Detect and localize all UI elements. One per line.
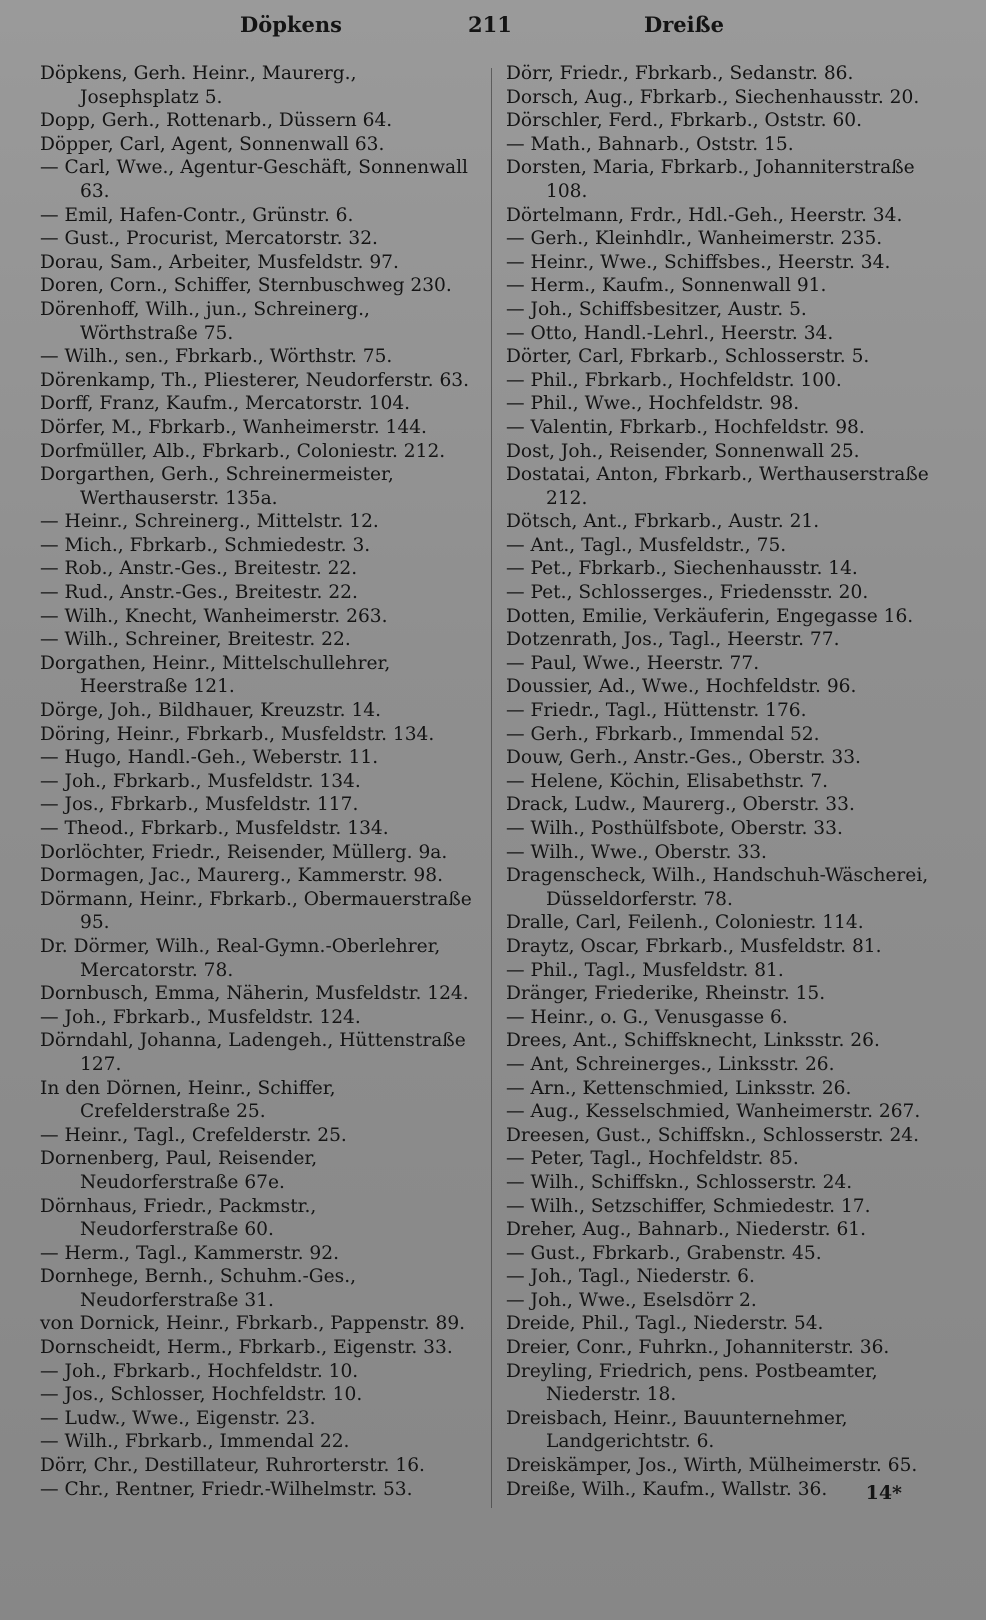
directory-entry: Dörndahl, Johanna, Ladengeh., Hüttenstraße 127. — [40, 1030, 466, 1075]
directory-entry: — Mich., Fbrkarb., Schmiedestr. 3. — [40, 534, 371, 556]
directory-entry: Dreyling, Friedrich, pens. Postbeamter, Niederstr. 18. — [506, 1360, 878, 1406]
directory-entry: — Herm., Kaufm., Sonnenwall 91. — [506, 275, 827, 297]
directory-entry: Dränger, Friederike, Rheinstr. 15. — [506, 983, 826, 1005]
directory-entry: — Heinr., Wwe., Schiffsbes., Heerstr. 34. — [506, 251, 891, 273]
sheet-signature: 14* — [865, 1482, 902, 1504]
directory-entry: Dorsten, Maria, Fbrkarb., Johanniterstraße 108. — [506, 157, 915, 202]
directory-entry: — Theod., Fbrkarb., Musfeldstr. 134. — [40, 818, 389, 839]
directory-entry: — Heinr., Tagl., Crefelderstr. 25. — [40, 1124, 347, 1146]
directory-entry: Dreiße, Wilh., Kaufm., Wallstr. 36. — [506, 1478, 828, 1500]
directory-entry: — Joh., Tagl., Niederstr. 6. — [506, 1266, 755, 1288]
directory-entry: Dörge, Joh., Bildhauer, Kreuzstr. 14. — [40, 700, 382, 722]
page-header — [40, 12, 952, 48]
directory-entry: Doussier, Ad., Wwe., Hochfeldstr. 96. — [506, 676, 857, 698]
directory-entry: — Ant, Schreinerges., Linksstr. 26. — [506, 1053, 835, 1075]
directory-entry: Dorfmüller, Alb., Fbrkarb., Coloniestr. 212. — [40, 440, 446, 462]
directory-entry: Dorau, Sam., Arbeiter, Musfeldstr. 97. — [40, 251, 399, 273]
directory-entry: — Chr., Rentner, Friedr.-Wilhelmstr. 53. — [40, 1478, 413, 1500]
directory-entry: Dreesen, Gust., Schiffskn., Schlosserstr. 24. — [506, 1124, 920, 1146]
directory-entry: — Rob., Anstr.-Ges., Breitestr. 22. — [40, 558, 358, 580]
left-column — [40, 62, 478, 1501]
directory-entry: — Phil., Wwe., Hochfeldstr. 98. — [506, 393, 800, 415]
directory-entry: — Aug., Kesselschmied, Wanheimerstr. 267. — [506, 1101, 921, 1123]
directory-entry: Dörmann, Heinr., Fbrkarb., Obermauerstraße 95. — [40, 888, 472, 934]
directory-entry: Draytz, Oscar, Fbrkarb., Musfeldstr. 81. — [506, 935, 882, 957]
directory-entry: — Heinr., Schreinerg., Mittelstr. 12. — [40, 511, 379, 533]
directory-entry: — Wilh., Posthülfsbote, Oberstr. 33. — [506, 818, 843, 839]
directory-entry: — Paul, Wwe., Heerstr. 77. — [506, 652, 760, 674]
directory-entry: — Jos., Schlosser, Hochfeldstr. 10. — [40, 1384, 363, 1406]
directory-entry: Dost, Joh., Reisender, Sonnenwall 25. — [506, 440, 860, 462]
directory-entry: — Wilh., Schreiner, Breitestr. 22. — [40, 629, 351, 651]
directory-entry: Douw, Gerh., Anstr.-Ges., Oberstr. 33. — [506, 747, 861, 769]
directory-entry: Dorgarthen, Gerh., Schreinermeister, Werthauserstr. 135a. — [40, 464, 394, 509]
directory-entry: — Ludw., Wwe., Eigenstr. 23. — [40, 1407, 316, 1429]
directory-entry: — Valentin, Fbrkarb., Hochfeldstr. 98. — [506, 416, 865, 438]
directory-entry: Dörnhaus, Friedr., Packmstr., Neudorferstraße 60. — [40, 1195, 317, 1241]
directory-entry: Dörschler, Ferd., Fbrkarb., Oststr. 60. — [506, 110, 863, 132]
directory-entry: — Gust., Procurist, Mercatorstr. 32. — [40, 228, 378, 250]
directory-entry: — Wilh., Knecht, Wanheimerstr. 263. — [40, 605, 388, 627]
directory-entry: Dostatai, Anton, Fbrkarb., Werthauserstraße 212. — [506, 464, 929, 509]
directory-entry: — Joh., Fbrkarb., Hochfeldstr. 10. — [40, 1360, 359, 1382]
directory-entry: — Math., Bahnarb., Oststr. 15. — [506, 133, 794, 155]
header-last-name: Dreiße — [644, 12, 724, 37]
directory-entry: — Wilh., Schiffskn., Schlosserstr. 24. — [506, 1171, 853, 1193]
directory-entry: Dorlöchter, Friedr., Reisender, Müllerg. 9a. — [40, 841, 448, 863]
column-divider — [491, 68, 492, 1508]
directory-entry: Döpkens, Gerh. Heinr., Maurerg., Josephsplatz 5. — [40, 63, 357, 108]
directory-entry: — Wilh., Wwe., Oberstr. 33. — [506, 841, 767, 863]
directory-entry: Dorff, Franz, Kaufm., Mercatorstr. 104. — [40, 393, 411, 415]
directory-entry: — Joh., Schiffsbesitzer, Austr. 5. — [506, 298, 807, 320]
directory-entry: — Joh., Fbrkarb., Musfeldstr. 134. — [40, 770, 361, 792]
directory-entry: — Heinr., o. G., Venusgasse 6. — [506, 1006, 788, 1028]
directory-entry: Dornhege, Bernh., Schuhm.-Ges., Neudorferstraße 31. — [40, 1266, 357, 1311]
directory-entry: Dralle, Carl, Feilenh., Coloniestr. 114. — [506, 912, 864, 934]
directory-entry: — Phil., Fbrkarb., Hochfeldstr. 100. — [506, 369, 842, 391]
directory-entry: Dörenhoff, Wilh., jun., Schreinerg., Wörthstraße 75. — [40, 298, 370, 344]
directory-entry: Drees, Ant., Schiffsknecht, Linksstr. 26. — [506, 1030, 880, 1052]
directory-entry: Dörter, Carl, Fbrkarb., Schlosserstr. 5. — [506, 346, 870, 368]
directory-entry: von Dornick, Heinr., Fbrkarb., Pappenstr. 89. — [40, 1313, 466, 1335]
page-number: 211 — [468, 12, 512, 37]
directory-entry: Döpper, Carl, Agent, Sonnenwall 63. — [40, 133, 385, 155]
directory-entry: — Phil., Tagl., Musfeldstr. 81. — [506, 959, 784, 981]
directory-entry: Dörenkamp, Th., Pliesterer, Neudorferstr. 63. — [40, 369, 470, 391]
directory-entry: Dreiskämper, Jos., Wirth, Mülheimerstr. 65. — [506, 1455, 918, 1477]
directory-entry: Döring, Heinr., Fbrkarb., Musfeldstr. 134. — [40, 723, 435, 745]
directory-entry: Dornscheidt, Herm., Fbrkarb., Eigenstr. 33. — [40, 1337, 453, 1359]
directory-entry: — Carl, Wwe., Agentur-Geschäft, Sonnenwall 63. — [40, 157, 468, 202]
directory-entry: — Peter, Tagl., Hochfeldstr. 85. — [506, 1148, 799, 1170]
directory-entry: Dötsch, Ant., Fbrkarb., Austr. 21. — [506, 511, 820, 533]
directory-entry: — Arn., Kettenschmied, Linksstr. 26. — [506, 1077, 852, 1099]
directory-entry: In den Dörnen, Heinr., Schiffer, Crefelderstraße 25. — [40, 1077, 336, 1123]
directory-entry: — Wilh., Fbrkarb., Immendal 22. — [40, 1431, 350, 1453]
directory-entry: — Jos., Fbrkarb., Musfeldstr. 117. — [40, 794, 359, 816]
directory-entry: Dornenberg, Paul, Reisender, Neudorferstraße 67e. — [40, 1148, 318, 1193]
directory-entry: Dragenscheck, Wilh., Handschuh-Wäscherei, Düsseldorferstr. 78. — [506, 865, 929, 910]
directory-entry: — Gerh., Fbrkarb., Immendal 52. — [506, 723, 820, 745]
right-column — [506, 62, 938, 1501]
directory-entry: — Pet., Schlosserges., Friedensstr. 20. — [506, 582, 869, 604]
directory-entry: Dreier, Conr., Fuhrkn., Johanniterstr. 36. — [506, 1337, 890, 1359]
directory-entry: — Hugo, Handl.-Geh., Weberstr. 11. — [40, 747, 379, 769]
header-first-name: Döpkens — [240, 12, 342, 37]
directory-entry: Dreide, Phil., Tagl., Niederstr. 54. — [506, 1313, 824, 1335]
directory-entry: Doren, Corn., Schiffer, Sternbuschweg 230. — [40, 275, 452, 297]
directory-entry: — Helene, Köchin, Elisabethstr. 7. — [506, 770, 829, 792]
directory-entry: Dr. Dörmer, Wilh., Real-Gymn.-Oberlehrer, Mercatorstr. 78. — [40, 935, 441, 981]
directory-entry: — Joh., Wwe., Eselsdörr 2. — [506, 1289, 757, 1311]
directory-entry: Drack, Ludw., Maurerg., Oberstr. 33. — [506, 794, 855, 816]
directory-entry: — Gerh., Kleinhdlr., Wanheimerstr. 235. — [506, 228, 883, 250]
directory-entry: Dorgathen, Heinr., Mittelschullehrer, Heerstraße 121. — [40, 652, 391, 698]
directory-entry: — Herm., Tagl., Kammerstr. 92. — [40, 1242, 339, 1264]
directory-entry: Dotten, Emilie, Verkäuferin, Engegasse 16. — [506, 605, 914, 627]
directory-entry: — Joh., Fbrkarb., Musfeldstr. 124. — [40, 1006, 361, 1028]
directory-entry: — Wilh., sen., Fbrkarb., Wörthstr. 75. — [40, 346, 393, 368]
directory-entry: Dorsch, Aug., Fbrkarb., Siechenhausstr. 20. — [506, 86, 920, 108]
directory-entry: — Ant., Tagl., Musfeldstr., 75. — [506, 534, 787, 556]
directory-entry: Dotzenrath, Jos., Tagl., Heerstr. 77. — [506, 629, 840, 651]
directory-entry: — Friedr., Tagl., Hüttenstr. 176. — [506, 700, 807, 722]
directory-entry: — Pet., Fbrkarb., Siechenhausstr. 14. — [506, 558, 858, 580]
directory-entry: Dörr, Friedr., Fbrkarb., Sedanstr. 86. — [506, 63, 854, 84]
directory-entry: — Emil, Hafen-Contr., Grünstr. 6. — [40, 204, 354, 226]
directory-entry: — Otto, Handl.-Lehrl., Heerstr. 34. — [506, 322, 834, 344]
directory-entry: Dörtelmann, Frdr., Hdl.-Geh., Heerstr. 34. — [506, 204, 903, 226]
directory-entry: — Rud., Anstr.-Ges., Breitestr. 22. — [40, 582, 358, 604]
directory-entry: Dopp, Gerh., Rottenarb., Düssern 64. — [40, 110, 393, 132]
directory-entry: Dreher, Aug., Bahnarb., Niederstr. 61. — [506, 1219, 867, 1241]
directory-entry: Dörfer, M., Fbrkarb., Wanheimerstr. 144. — [40, 416, 427, 438]
directory-entry: Dormagen, Jac., Maurerg., Kammerstr. 98. — [40, 865, 443, 887]
directory-entry: Dreisbach, Heinr., Bauunternehmer, Landgerichtstr. 6. — [506, 1407, 848, 1453]
directory-entry: Dörr, Chr., Destillateur, Ruhrorterstr. 16. — [40, 1455, 425, 1477]
directory-entry: — Wilh., Setzschiffer, Schmiedestr. 17. — [506, 1195, 871, 1217]
directory-entry: Dornbusch, Emma, Näherin, Musfeldstr. 124. — [40, 983, 469, 1005]
directory-entry: — Gust., Fbrkarb., Grabenstr. 45. — [506, 1242, 822, 1264]
